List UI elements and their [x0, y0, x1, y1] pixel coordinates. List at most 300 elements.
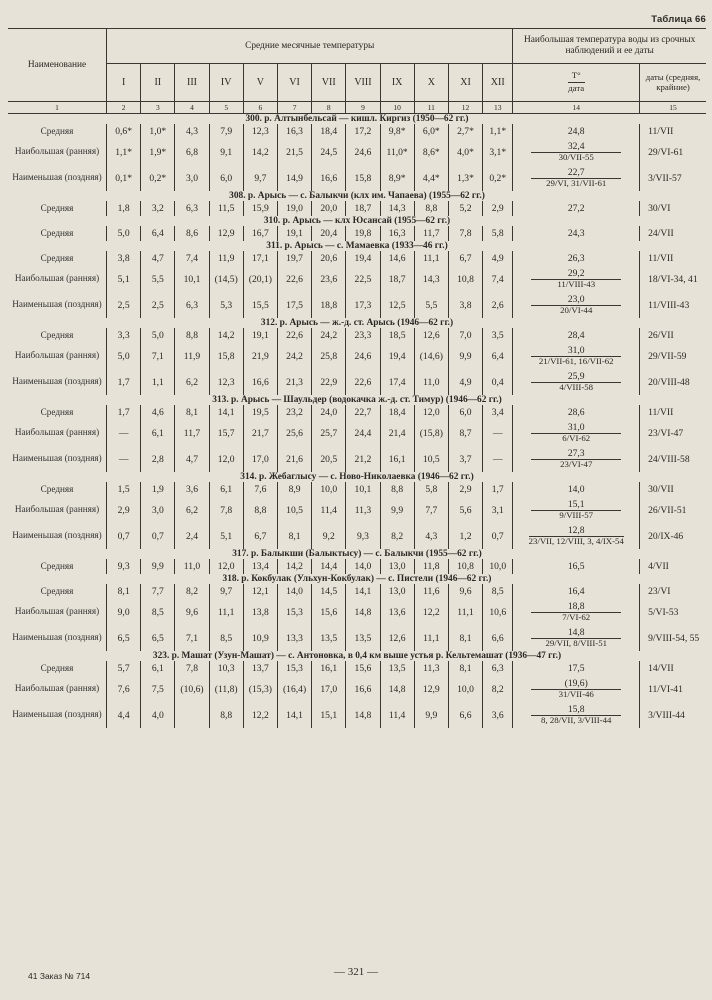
- month-value: 12,9: [209, 226, 243, 241]
- month-value: 7,7: [414, 497, 448, 523]
- row-label: Средняя: [40, 125, 74, 136]
- row-label: Средняя: [40, 227, 74, 238]
- row-label: Наименьшая (поздняя): [12, 709, 102, 720]
- month-value: 4,9: [448, 369, 482, 395]
- max-temp-value: 15,8: [531, 704, 621, 716]
- station-title-row: [8, 318, 706, 328]
- month-value: 11,1: [448, 599, 482, 625]
- month-value: 12,0: [414, 405, 448, 420]
- month-value: —: [483, 420, 513, 446]
- max-temp-value: 17,5: [567, 663, 585, 674]
- table-row: [8, 702, 706, 728]
- month-value: 24,0: [312, 405, 346, 420]
- month-value: 0,6*: [107, 124, 141, 139]
- month-value: 13,0: [380, 559, 414, 574]
- month-value: 22,7: [346, 405, 380, 420]
- max-temp-value: 27,3: [531, 448, 621, 460]
- month-value: 3,6: [483, 702, 513, 728]
- month-value: 9,7: [209, 584, 243, 599]
- month-value: 1,3*: [448, 165, 482, 191]
- column-number: 4: [175, 102, 209, 114]
- month-value: 15,7: [209, 420, 243, 446]
- month-value: 8,8: [209, 702, 243, 728]
- dates-cell: 3/VII-57: [640, 165, 706, 191]
- month-value: 7,4: [483, 266, 513, 292]
- month-value: 23,2: [277, 405, 311, 420]
- max-temp-value: 31,0: [531, 345, 621, 357]
- month-value: 13,0: [380, 584, 414, 599]
- month-value: 15,3: [277, 599, 311, 625]
- max-temp-value: 12,8: [529, 525, 624, 537]
- month-value: 11,9: [175, 343, 209, 369]
- row-label: Наибольшая (ранняя): [14, 606, 100, 617]
- month-value: 9,6: [448, 584, 482, 599]
- column-number: 6: [243, 102, 277, 114]
- month-value: 11,0: [175, 559, 209, 574]
- station-title: 318. р. Кокбулак (Ульхун-Кокбулак) — с. Пистели (1946—62 гг.): [222, 574, 492, 584]
- month-value: 14,0: [346, 559, 380, 574]
- table-row: [8, 343, 706, 369]
- month-value: 12,9: [414, 676, 448, 702]
- max-temp-cell: [513, 328, 640, 343]
- table-row: [8, 328, 706, 343]
- dates-cell: 18/VI-34, 41: [640, 266, 706, 292]
- month-value: 4,6: [141, 405, 175, 420]
- month-value: 16,1: [380, 446, 414, 472]
- column-number: 12: [448, 102, 482, 114]
- month-value: 16,1: [312, 661, 346, 676]
- station-title-row: [8, 472, 706, 482]
- month-value: 18,5: [380, 328, 414, 343]
- month-value: 3,1: [483, 497, 513, 523]
- month-value: 3,3: [107, 328, 141, 343]
- station-title-row: [8, 216, 706, 226]
- max-temp-cell: [513, 523, 640, 549]
- month-value: 21,4: [380, 420, 414, 446]
- month-value: 5,0: [141, 328, 175, 343]
- table-row: [8, 584, 706, 599]
- month-value: 7,6: [107, 676, 141, 702]
- header-month: II: [141, 64, 175, 102]
- month-value: 24,6: [346, 343, 380, 369]
- dates-cell: 4/VII: [640, 559, 706, 574]
- month-value: 8,8: [414, 201, 448, 216]
- month-value: 6,3: [175, 292, 209, 318]
- month-value: 9,1: [209, 139, 243, 165]
- month-value: 15,5: [243, 292, 277, 318]
- table-row: [8, 497, 706, 523]
- max-temp-cell: [513, 446, 640, 472]
- month-value: 6,1: [209, 482, 243, 497]
- table-row: [8, 661, 706, 676]
- max-temp-value: 31,0: [531, 422, 621, 434]
- month-value: 15,8: [346, 165, 380, 191]
- max-temp-date: 29/VI, 31/VII-61: [546, 178, 607, 188]
- month-value: 7,9: [209, 124, 243, 139]
- month-value: 24,2: [312, 328, 346, 343]
- month-value: 8,8: [380, 482, 414, 497]
- month-value: 6,5: [141, 625, 175, 651]
- month-value: 8,8: [175, 328, 209, 343]
- month-value: 8,1: [175, 405, 209, 420]
- month-value: 11,0*: [380, 139, 414, 165]
- month-value: 0,2*: [141, 165, 175, 191]
- month-value: —: [107, 420, 141, 446]
- month-value: 10,5: [277, 497, 311, 523]
- month-value: 12,0: [209, 446, 243, 472]
- month-value: 14,1: [277, 702, 311, 728]
- month-value: 23,6: [312, 266, 346, 292]
- max-temp-date: 6/VI-62: [562, 433, 591, 443]
- month-value: 3,8: [448, 292, 482, 318]
- table-row: [8, 523, 706, 549]
- row-label: Наименьшая (поздняя): [12, 172, 102, 183]
- month-value: 8,5: [209, 625, 243, 651]
- month-value: 5,0: [107, 226, 141, 241]
- max-temp-cell: [513, 625, 640, 651]
- dates-cell: 30/VII: [640, 482, 706, 497]
- month-value: 3,5: [483, 328, 513, 343]
- max-temp-cell: [513, 165, 640, 191]
- max-temp-cell: [513, 599, 640, 625]
- max-temp-cell: [513, 497, 640, 523]
- row-label: Наибольшая (ранняя): [14, 146, 100, 157]
- month-value: 14,9: [277, 165, 311, 191]
- max-temp-date: 30/VII-55: [558, 152, 594, 162]
- row-label: Наименьшая (поздняя): [12, 632, 102, 643]
- station-title: 313. р. Арысь — Шаульдер (водокачка ж.-д. ст. Тимур) (1946—62 гг.): [212, 395, 502, 405]
- month-value: 4,0: [141, 702, 175, 728]
- month-value: 12,2: [243, 702, 277, 728]
- month-value: 19,4: [380, 343, 414, 369]
- table-row: [8, 139, 706, 165]
- month-value: 17,3: [346, 292, 380, 318]
- month-value: 6,0: [448, 405, 482, 420]
- header-date: дата: [568, 83, 585, 93]
- max-temp-cell: [513, 266, 640, 292]
- month-value: 10,3: [209, 661, 243, 676]
- month-value: 2,9: [483, 201, 513, 216]
- month-value: 20,6: [312, 251, 346, 266]
- row-label: Наибольшая (ранняя): [14, 427, 100, 438]
- month-value: 2,9: [448, 482, 482, 497]
- max-temp-date: 20/VI-44: [560, 305, 593, 315]
- month-value: 4,9: [483, 251, 513, 266]
- max-temp-cell: [513, 226, 640, 241]
- month-value: 11,0: [414, 369, 448, 395]
- month-value: 6,7: [448, 251, 482, 266]
- dates-cell: 20/IX-46: [640, 523, 706, 549]
- month-value: 12,6: [414, 328, 448, 343]
- max-temp-value: 18,8: [531, 601, 621, 613]
- month-value: 11,3: [346, 497, 380, 523]
- month-value: 1,1*: [107, 139, 141, 165]
- month-value: 8,8: [243, 497, 277, 523]
- month-value: 13,5: [346, 625, 380, 651]
- month-value: 6,4: [483, 343, 513, 369]
- max-temp-date: 23/VII, 12/VIII, 3, 4/IX-54: [528, 536, 624, 546]
- month-value: 15,6: [312, 599, 346, 625]
- dates-cell: 26/VII: [640, 328, 706, 343]
- month-value: 14,8: [346, 599, 380, 625]
- month-value: 20,0: [312, 201, 346, 216]
- month-value: 8,9*: [380, 165, 414, 191]
- max-temp-value: 22,7: [531, 167, 621, 179]
- month-value: 6,1: [141, 420, 175, 446]
- max-temp-cell: [513, 251, 640, 266]
- row-label: Наибольшая (ранняя): [14, 350, 100, 361]
- month-value: 7,6: [243, 482, 277, 497]
- row-label: Средняя: [40, 406, 74, 417]
- row-label: Средняя: [40, 662, 74, 673]
- month-value: 14,0: [277, 584, 311, 599]
- month-value: 8,1: [107, 584, 141, 599]
- table-row: [8, 559, 706, 574]
- month-value: 22,9: [312, 369, 346, 395]
- month-value: 17,2: [346, 124, 380, 139]
- month-value: 8,6*: [414, 139, 448, 165]
- month-value: 10,1: [175, 266, 209, 292]
- column-number: 14: [513, 102, 640, 114]
- month-value: 17,4: [380, 369, 414, 395]
- max-temp-cell: [513, 201, 640, 216]
- month-value: 2,6: [483, 292, 513, 318]
- month-value: 16,3: [277, 124, 311, 139]
- month-value: 0,4: [483, 369, 513, 395]
- month-value: 2,8: [141, 446, 175, 472]
- row-label: Средняя: [40, 483, 74, 494]
- month-value: 4,3: [175, 124, 209, 139]
- month-value: (20,1): [243, 266, 277, 292]
- max-temp-date: 31/VII-46: [558, 689, 594, 699]
- header-max-temp: Наибольшая температура воды из срочных наблюдений и ее даты: [513, 29, 706, 64]
- table-row: [8, 266, 706, 292]
- month-value: 8,6: [175, 226, 209, 241]
- month-value: 3,4: [483, 405, 513, 420]
- month-value: 6,7: [243, 523, 277, 549]
- month-value: 3,1*: [483, 139, 513, 165]
- max-temp-value: 25,9: [531, 371, 621, 383]
- month-value: 1,0*: [141, 124, 175, 139]
- month-value: 10,0: [448, 676, 482, 702]
- month-value: 19,8: [346, 226, 380, 241]
- month-value: 2,5: [107, 292, 141, 318]
- month-value: 3,7: [448, 446, 482, 472]
- month-value: 8,1: [448, 661, 482, 676]
- station-title: 323. р. Машат (Узун-Машат) — с. Антоновка, в 0,4 км выше устья р. Кельтемашат (1936—47 гг.): [152, 651, 562, 661]
- column-number: 3: [141, 102, 175, 114]
- month-value: 14,8: [380, 676, 414, 702]
- month-value: 8,5: [483, 584, 513, 599]
- dates-cell: 26/VII-51: [640, 497, 706, 523]
- month-value: 22,6: [277, 328, 311, 343]
- month-value: 8,2: [380, 523, 414, 549]
- month-value: 21,7: [243, 420, 277, 446]
- header-month: VIII: [346, 64, 380, 102]
- month-value: 9,2: [312, 523, 346, 549]
- month-value: 6,5: [107, 625, 141, 651]
- month-value: 10,8: [448, 559, 482, 574]
- station-title-row: [8, 651, 706, 661]
- month-value: 12,5: [380, 292, 414, 318]
- month-value: 0,7: [141, 523, 175, 549]
- month-value: 9,9: [380, 497, 414, 523]
- month-value: 5,5: [414, 292, 448, 318]
- max-temp-cell: [513, 405, 640, 420]
- month-value: 11,9: [209, 251, 243, 266]
- column-number: 1: [8, 102, 107, 114]
- month-value: 8,1: [448, 625, 482, 651]
- month-value: 14,1: [209, 405, 243, 420]
- month-value: 19,1: [243, 328, 277, 343]
- month-value: 9,6: [175, 599, 209, 625]
- month-value: 9,9: [141, 559, 175, 574]
- month-value: 6,0: [209, 165, 243, 191]
- month-value: 6,6: [448, 702, 482, 728]
- month-value: 9,8*: [380, 124, 414, 139]
- month-value: 4,0*: [448, 139, 482, 165]
- month-value: 17,1: [243, 251, 277, 266]
- dates-cell: 23/VI-47: [640, 420, 706, 446]
- table-row: [8, 625, 706, 651]
- month-value: 7,1: [175, 625, 209, 651]
- month-value: 6,2: [175, 369, 209, 395]
- month-value: 2,7*: [448, 124, 482, 139]
- month-value: 1,7: [107, 405, 141, 420]
- max-temp-value: 24,3: [567, 228, 585, 239]
- table-row: [8, 446, 706, 472]
- month-value: 12,1: [243, 584, 277, 599]
- month-value: 3,2: [141, 201, 175, 216]
- month-value: 15,9: [243, 201, 277, 216]
- max-temp-date: 11/VIII-43: [557, 279, 596, 289]
- station-title-row: [8, 241, 706, 251]
- month-value: 11,4: [380, 702, 414, 728]
- month-value: 2,4: [175, 523, 209, 549]
- month-value: 17,0: [243, 446, 277, 472]
- month-value: 14,8: [346, 702, 380, 728]
- column-number: 8: [312, 102, 346, 114]
- row-label: Наибольшая (ранняя): [14, 683, 100, 694]
- month-value: 5,3: [209, 292, 243, 318]
- dates-cell: 14/VII: [640, 661, 706, 676]
- max-temp-value: 14,0: [567, 484, 585, 495]
- month-value: 0,7: [483, 523, 513, 549]
- month-value: 11,1: [414, 625, 448, 651]
- month-value: 11,8: [414, 559, 448, 574]
- max-temp-cell: [513, 139, 640, 165]
- month-value: 6,6: [483, 625, 513, 651]
- month-value: 21,5: [277, 139, 311, 165]
- month-value: 8,2: [483, 676, 513, 702]
- max-temp-cell: [513, 124, 640, 139]
- month-value: 22,5: [346, 266, 380, 292]
- header-month: IX: [380, 64, 414, 102]
- month-value: 1,9: [141, 482, 175, 497]
- month-value: 15,6: [346, 661, 380, 676]
- month-value: 5,8: [483, 226, 513, 241]
- station-title-row: [8, 574, 706, 584]
- header-month: IV: [209, 64, 243, 102]
- month-value: 6,3: [483, 661, 513, 676]
- month-value: 3,0: [141, 497, 175, 523]
- month-value: 25,8: [312, 343, 346, 369]
- month-value: 10,6: [483, 599, 513, 625]
- row-label: Наибольшая (ранняя): [14, 504, 100, 515]
- max-temp-cell: [513, 482, 640, 497]
- month-value: 1,7: [483, 482, 513, 497]
- max-temp-cell: [513, 369, 640, 395]
- max-temp-date: 8, 28/VII, 3/VIII-44: [541, 715, 612, 725]
- month-value: 23,3: [346, 328, 380, 343]
- month-value: 11,3: [414, 661, 448, 676]
- row-label: Наименьшая (поздняя): [12, 530, 102, 541]
- max-temp-date: 23/VI-47: [560, 459, 593, 469]
- header-month: VII: [312, 64, 346, 102]
- month-value: 19,5: [243, 405, 277, 420]
- month-value: 14,4: [312, 559, 346, 574]
- max-temp-value: (19,6): [531, 678, 621, 690]
- table-row: [8, 251, 706, 266]
- max-temp-date: 21/VII-61, 16/VII-62: [538, 356, 614, 366]
- table-row: [8, 676, 706, 702]
- month-value: 7,5: [141, 676, 175, 702]
- dates-cell: 11/VII: [640, 405, 706, 420]
- month-value: 20,5: [312, 446, 346, 472]
- month-value: 14,1: [346, 584, 380, 599]
- column-number: 13: [483, 102, 513, 114]
- month-value: 1,5: [107, 482, 141, 497]
- max-temp-cell: [513, 661, 640, 676]
- station-title: 310. р. Арысь — клх Юсансай (1955—62 гг.): [263, 216, 451, 226]
- month-value: 8,7: [448, 420, 482, 446]
- month-value: 4,4: [107, 702, 141, 728]
- dates-cell: 29/VI-61: [640, 139, 706, 165]
- month-value: 8,9: [277, 482, 311, 497]
- dates-cell: 24/VIII-58: [640, 446, 706, 472]
- dates-cell: 11/VIII-43: [640, 292, 706, 318]
- column-number: 2: [107, 102, 141, 114]
- header-month: III: [175, 64, 209, 102]
- row-label: Средняя: [40, 329, 74, 340]
- table-row: [8, 124, 706, 139]
- table-row: [8, 226, 706, 241]
- dates-cell: 23/VI: [640, 584, 706, 599]
- dates-cell: 5/VI-53: [640, 599, 706, 625]
- month-value: 6,0*: [414, 124, 448, 139]
- month-value: 19,4: [346, 251, 380, 266]
- month-value: 7,0: [448, 328, 482, 343]
- month-value: 4,4*: [414, 165, 448, 191]
- table-row: [8, 405, 706, 420]
- month-value: 10,5: [414, 446, 448, 472]
- month-value: 5,1: [209, 523, 243, 549]
- month-value: 4,7: [175, 446, 209, 472]
- month-value: 5,5: [141, 266, 175, 292]
- month-value: 21,3: [277, 369, 311, 395]
- month-value: 24,4: [346, 420, 380, 446]
- month-value: (14,6): [414, 343, 448, 369]
- month-value: 15,8: [209, 343, 243, 369]
- table-label: Таблица 66: [651, 14, 706, 25]
- month-value: 9,9: [448, 343, 482, 369]
- station-title: 312. р. Арысь — ж.-д. ст. Арысь (1946—62 гг.): [260, 318, 454, 328]
- dates-cell: 3/VIII-44: [640, 702, 706, 728]
- month-value: 2,9: [107, 497, 141, 523]
- max-temp-cell: [513, 420, 640, 446]
- month-value: 12,3: [243, 124, 277, 139]
- station-title-row: [8, 549, 706, 559]
